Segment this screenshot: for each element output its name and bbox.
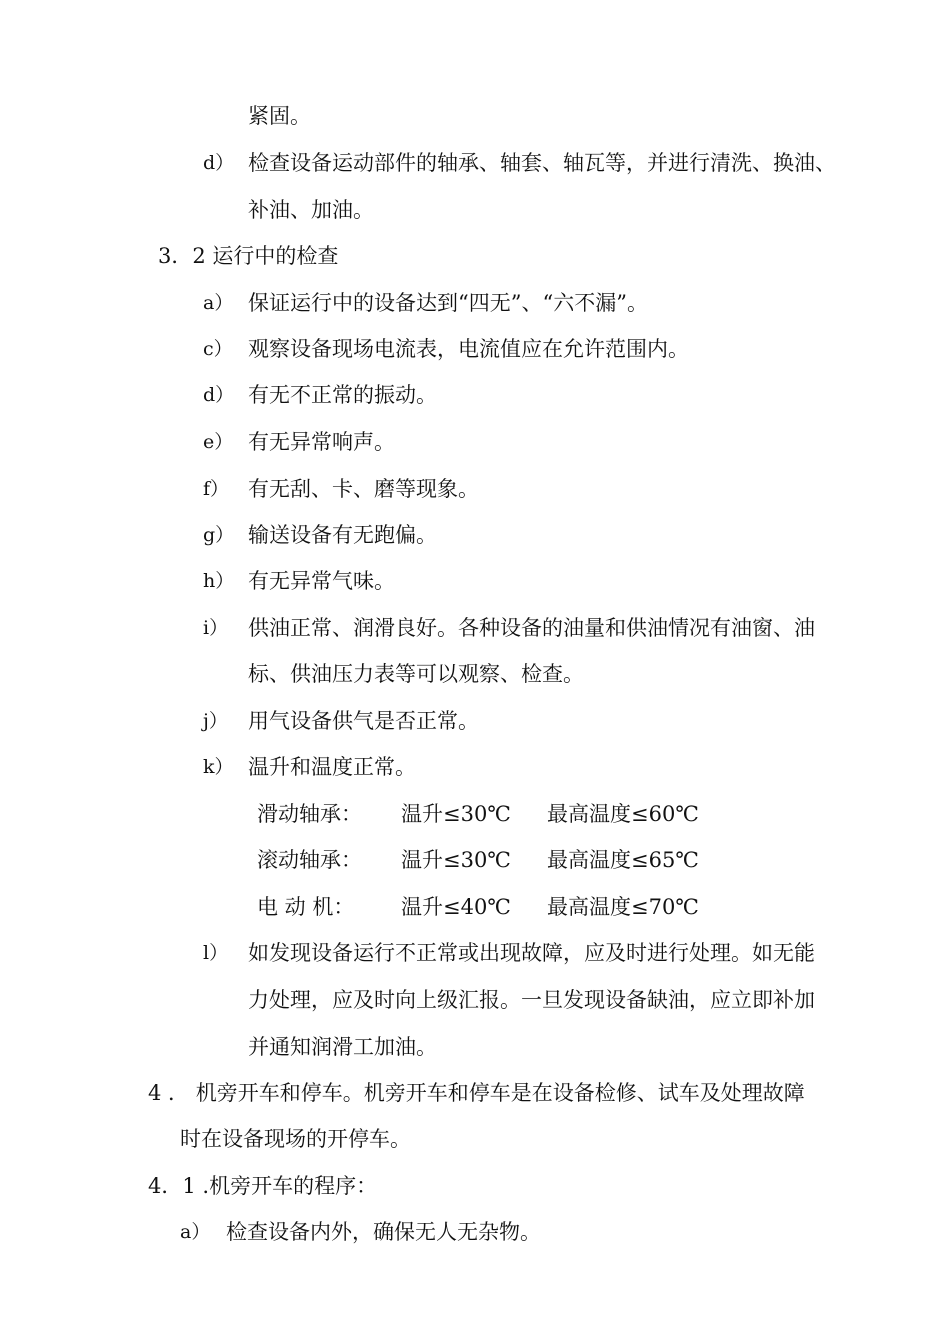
section-heading-4-1: 4．1 .机旁开车的程序： — [148, 1174, 378, 1198]
item-d-continuation: 补油、加油。 — [248, 198, 374, 222]
item-i-continuation: 标、供油压力表等可以观察、检查。 — [248, 662, 584, 686]
temp-row-name: 滑动轴承： — [257, 802, 362, 826]
item-marker-j: j） — [203, 710, 228, 732]
item-marker-h: h） — [203, 570, 235, 592]
item-a2-text: 检查设备内外，确保无人无杂物。 — [226, 1220, 541, 1244]
item-marker-e: e） — [203, 431, 234, 453]
item-d2-text: 有无不正常的振动。 — [248, 383, 437, 407]
item-k-text: 温升和温度正常。 — [248, 755, 416, 779]
section-heading-3-2: 3．2 运行中的检查 — [158, 244, 339, 268]
temp-row-max: 最高温度≤65℃ — [547, 848, 699, 872]
item-e-text: 有无异常响声。 — [248, 430, 395, 454]
item-marker-l: l） — [203, 942, 229, 964]
item-a-text: 保证运行中的设备达到“四无”、“六不漏”。 — [248, 291, 648, 315]
temp-row-rise: 温升≤40℃ — [401, 895, 511, 919]
item-marker-a2: a） — [180, 1221, 211, 1243]
section-4-text: 4 ． 机旁开车和停车。机旁开车和停车是在设备检修、试车及处理故障 — [148, 1081, 805, 1105]
item-d-bearing-check: 检查设备运动部件的轴承、轴套、轴瓦等，并进行清洗、换油、 — [248, 151, 836, 175]
temp-row-name: 滚动轴承： — [257, 848, 362, 872]
item-marker-f: f） — [203, 478, 230, 500]
item-marker-k: k） — [203, 756, 234, 778]
item-j-text: 用气设备供气是否正常。 — [248, 709, 479, 733]
item-marker-c: c） — [203, 338, 233, 360]
item-i-text: 供油正常、润滑良好。各种设备的油量和供油情况有油窗、油 — [248, 616, 815, 640]
item-marker-a: a） — [203, 292, 234, 314]
text-line-fasten: 紧固。 — [248, 104, 311, 128]
temp-row-rise: 温升≤30℃ — [401, 848, 511, 872]
temp-row-max: 最高温度≤60℃ — [547, 802, 699, 826]
item-l-continuation-2: 并通知润滑工加油。 — [248, 1035, 437, 1059]
temp-row-max: 最高温度≤70℃ — [547, 895, 699, 919]
item-f-text: 有无刮、卡、磨等现象。 — [248, 477, 479, 501]
item-h-text: 有无异常气味。 — [248, 569, 395, 593]
item-l-text: 如发现设备运行不正常或出现故障，应及时进行处理。如无能 — [248, 941, 815, 965]
temp-row-rise: 温升≤30℃ — [401, 802, 511, 826]
item-marker-i: i） — [203, 617, 229, 639]
item-g-text: 输送设备有无跑偏。 — [248, 523, 437, 547]
section-4-continuation: 时在设备现场的开停车。 — [180, 1127, 411, 1151]
item-c-text: 观察设备现场电流表，电流值应在允许范围内。 — [248, 337, 689, 361]
item-marker-d: d） — [203, 152, 235, 174]
temp-row-name: 电 动 机： — [257, 895, 355, 919]
item-l-continuation-1: 力处理，应及时向上级汇报。一旦发现设备缺油，应立即补加 — [248, 988, 815, 1012]
item-marker-g: g） — [203, 524, 235, 546]
item-marker-d2: d） — [203, 384, 235, 406]
